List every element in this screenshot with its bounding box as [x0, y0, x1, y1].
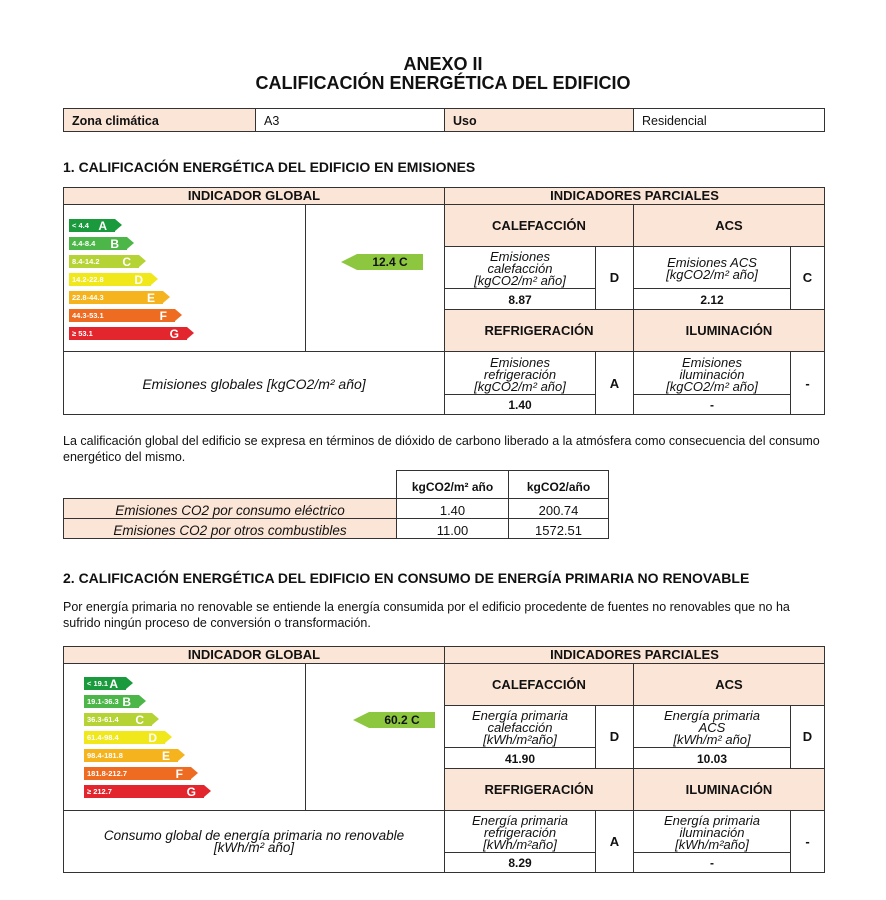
s2-scale-bar-b — [84, 695, 139, 708]
s1-scale-bar-a — [69, 219, 115, 232]
s1-acs-l2: [kgCO2/m² año] — [666, 267, 758, 282]
s1-scale-tip-d — [151, 273, 158, 285]
s1-table-row1-v2-cell — [508, 498, 609, 519]
s1-scale-range-f: 44.3-53.1 — [72, 311, 104, 320]
uso-value: Residencial — [642, 114, 707, 128]
s2-scale-tip-c — [152, 713, 159, 725]
s2-acs-value: 10.03 — [696, 752, 728, 766]
s1-paragraph: La calificación global del edificio se expresa en términos de dióxido de carbono liberado a la atmósfera como consecuencia del consumo energético del mismo. — [63, 434, 820, 464]
s2-rating-arrow — [369, 712, 435, 728]
zona-label: Zona climática — [72, 114, 159, 128]
s1-rating-arrow — [357, 254, 423, 270]
annex-title: ANEXO II — [403, 54, 483, 74]
s1-acs-header: ACS — [633, 204, 825, 247]
s1-ilum-l3: [kgCO2/m² año] — [666, 379, 758, 394]
s1-scale-range-g: ≥ 53.1 — [72, 329, 93, 338]
zona-value: A3 — [264, 114, 280, 128]
s2-ilum-l1: Energía primaria — [663, 813, 761, 828]
s2-acs-l1: Energía primaria — [663, 708, 761, 723]
s2-rating-value: 60.2 C — [384, 713, 420, 727]
s2-paragraph: Por energía primaria no renovable se entiende la energía consumida por el edificio procedente de fuentes no renovables que no ha sufrido ningún proceso de conversión o transformación. — [63, 600, 790, 630]
s2-scale-tip-b — [139, 695, 146, 707]
s1-scale-tip-g — [187, 327, 194, 339]
s2-refr-grade: A — [609, 834, 620, 849]
s2-refr-value: 8.29 — [508, 856, 532, 870]
s2-scale-range-g: ≥ 212.7 — [87, 787, 112, 796]
s2-scale-tip-e — [178, 749, 185, 761]
s2-scale-tip-g — [204, 785, 211, 797]
s2-scale-bar-c — [84, 713, 152, 726]
s2-scale-letter-b: B — [122, 694, 131, 709]
s1-table-row2-v1-cell — [396, 518, 509, 539]
zona-label-cell — [63, 108, 256, 132]
s2-acs-header: ACS — [633, 663, 825, 706]
s2-acs-grade: D — [802, 729, 813, 744]
uso-value-cell — [633, 108, 825, 132]
s1-calef-l3: [kgCO2/m² año] — [474, 273, 566, 288]
s1-scale-range-d: 14.2-22.8 — [72, 275, 104, 284]
s1-table-col2-header-cell — [508, 470, 609, 499]
s1-ilum-grade: - — [805, 376, 810, 391]
s2-calef-l2: calefacción — [487, 720, 553, 735]
s1-calef-grade: D — [609, 270, 620, 285]
s2-scale-range-b: 19.1-36.3 — [87, 697, 119, 706]
s1-table-row1-v2: 200.74 — [538, 503, 579, 518]
s2-ilum-value: - — [710, 856, 714, 870]
s2-global-l2: [kWh/m² año] — [213, 840, 295, 855]
s1-table-row1-v1: 1.40 — [439, 503, 466, 518]
s2-ilum-header: ILUMINACIÓN — [633, 768, 825, 811]
s2-scale-letter-d: D — [148, 730, 157, 745]
s1-scale-tip-b — [127, 237, 134, 249]
s1-scale-range-b: 4.4-8.4 — [72, 239, 96, 248]
s1-refr-l1: Emisiones — [490, 355, 550, 370]
s1-refr-header: REFRIGERACIÓN — [444, 309, 634, 352]
s1-partial-header: INDICADORES PARCIALES — [444, 187, 825, 205]
s2-scale-letter-a: A — [109, 676, 118, 691]
s2-global-label-box — [63, 810, 445, 873]
s1-global-header: INDICADOR GLOBAL — [63, 187, 445, 205]
s1-scale-range-c: 8.4-14.2 — [72, 257, 100, 266]
s1-refr-grade: A — [609, 376, 620, 391]
s1-global-label: Emisiones globales [kgCO2/m² año] — [142, 376, 366, 392]
s1-rating-value: 12.4 C — [372, 255, 408, 269]
s2-scale-range-d: 61.4-98.4 — [87, 733, 119, 742]
s2-calef-value: 41.90 — [504, 752, 536, 766]
s2-acs-l2: ACS — [698, 720, 726, 735]
s1-table-row2-label-cell — [63, 518, 397, 539]
s1-ilum-l1: Emisiones — [682, 355, 742, 370]
s2-ilum-l2: iluminación — [679, 825, 745, 840]
s2-calef-header: CALEFACCIÓN — [444, 663, 634, 706]
s1-rating-box — [305, 204, 445, 352]
s1-table-row2-label: Emisiones CO2 por otros combustibles — [113, 523, 347, 538]
s1-refr-l3: [kgCO2/m² año] — [474, 379, 566, 394]
s2-ilum-grade: - — [805, 834, 810, 849]
s1-scale-bar-f — [69, 309, 175, 322]
s2-scale-letter-g: G — [186, 784, 196, 799]
s1-acs-l1: Emisiones ACS — [667, 255, 757, 270]
s2-acs-l3: [kWh/m² año] — [673, 732, 751, 747]
s1-scale-bar-e — [69, 291, 163, 304]
s1-scale-bar-b — [69, 237, 127, 250]
s2-refr-l1: Energía primaria — [471, 813, 569, 828]
s1-scale-letter-g: G — [169, 326, 179, 341]
s2-scale-range-c: 36.3-61.4 — [87, 715, 119, 724]
s1-global-label-box — [63, 351, 445, 415]
s2-scale-range-a: < 19.1 — [87, 679, 109, 688]
s1-table-col2-header: kgCO2/año — [526, 480, 591, 494]
s1-rating-arrow-tip — [341, 254, 357, 270]
s1-acs-grade: C — [802, 270, 813, 285]
s2-scale-letter-f: F — [175, 766, 183, 781]
s1-table-col1-header: kgCO2/m² año — [411, 480, 494, 494]
s2-partial-header: INDICADORES PARCIALES — [444, 646, 825, 664]
document-title: CALIFICACIÓN ENERGÉTICA DEL EDIFICIO — [255, 73, 631, 93]
s2-scale-bar-f — [84, 767, 191, 780]
s2-scale-bar-e — [84, 749, 178, 762]
s2-refr-l2: refrigeración — [483, 825, 557, 840]
s2-scale-bar-a — [84, 677, 126, 690]
s2-scale-tip-a — [126, 677, 133, 689]
s2-refr-l3: [kWh/m²año] — [483, 837, 557, 852]
s2-scale-tip-d — [165, 731, 172, 743]
s1-table-row1-label: Emisiones CO2 por consumo eléctrico — [115, 503, 345, 518]
s1-ilum-l2: iluminación — [679, 367, 745, 382]
s2-scale-tip-f — [191, 767, 198, 779]
s1-calef-l2: calefacción — [487, 261, 553, 276]
s1-scale-letter-e: E — [146, 290, 155, 305]
s1-scale-letter-b: B — [110, 236, 119, 251]
s2-rating-box — [305, 663, 445, 811]
s1-table-row1-label-cell — [63, 498, 397, 519]
s1-refr-l2: refrigeración — [483, 367, 557, 382]
s2-rating-arrow-tip — [353, 712, 369, 728]
s1-scale-bar-c — [69, 255, 139, 268]
s1-table-row1-v1-cell — [396, 498, 509, 519]
s1-ilum-value: - — [710, 398, 714, 412]
s1-calef-l1: Emisiones — [490, 249, 550, 264]
s1-scale-letter-a: A — [98, 218, 107, 233]
s1-table-row2-v1: 11.00 — [436, 523, 469, 538]
s2-scale-range-e: 98.4-181.8 — [87, 751, 123, 760]
s1-scale-range-a: < 4.4 — [72, 221, 89, 230]
s1-scale-tip-f — [175, 309, 182, 321]
s1-calef-value: 8.87 — [508, 293, 532, 307]
s1-scale-tip-a — [115, 219, 122, 231]
uso-label: Uso — [453, 114, 477, 128]
s2-calef-l3: [kWh/m²año] — [483, 732, 557, 747]
s1-calef-header: CALEFACCIÓN — [444, 204, 634, 247]
s1-scale-bar-g — [69, 327, 187, 340]
s2-refr-header: REFRIGERACIÓN — [444, 768, 634, 811]
s1-table-row2-v2: 1572.51 — [535, 523, 582, 538]
section2-title: 2. CALIFICACIÓN ENERGÉTICA DEL EDIFICIO EN CONSUMO DE ENERGÍA PRIMARIA NO RENOVABLE — [63, 570, 750, 586]
s2-scale-letter-c: C — [135, 712, 144, 727]
s2-scale-bar-d — [84, 731, 165, 744]
s1-scale-tip-c — [139, 255, 146, 267]
s2-global-l1: Consumo global de energía primaria no renovable — [103, 828, 405, 843]
s1-scale-letter-d: D — [134, 272, 143, 287]
s1-scale-letter-c: C — [122, 254, 131, 269]
s1-scale-bar-d — [69, 273, 151, 286]
s1-refr-value: 1.40 — [508, 398, 532, 412]
section1-title: 1. CALIFICACIÓN ENERGÉTICA DEL EDIFICIO EN EMISIONES — [63, 159, 476, 175]
s1-scale-tip-e — [163, 291, 170, 303]
uso-label-cell — [444, 108, 634, 132]
s2-calef-l1: Energía primaria — [471, 708, 569, 723]
s1-table-row2-v2-cell — [508, 518, 609, 539]
s2-ilum-l3: [kWh/m²año] — [675, 837, 749, 852]
s1-scale-range-e: 22.8-44.3 — [72, 293, 104, 302]
s2-scale-range-f: 181.8-212.7 — [87, 769, 128, 778]
s2-calef-grade: D — [609, 729, 620, 744]
s1-table-col1-header-cell — [396, 470, 509, 499]
s2-scale-bar-g — [84, 785, 204, 798]
s1-acs-value: 2.12 — [700, 293, 724, 307]
zona-value-cell — [255, 108, 445, 132]
s2-scale-letter-e: E — [161, 748, 170, 763]
s2-global-header: INDICADOR GLOBAL — [63, 646, 445, 664]
s1-ilum-header: ILUMINACIÓN — [633, 309, 825, 352]
s1-scale-letter-f: F — [159, 308, 167, 323]
